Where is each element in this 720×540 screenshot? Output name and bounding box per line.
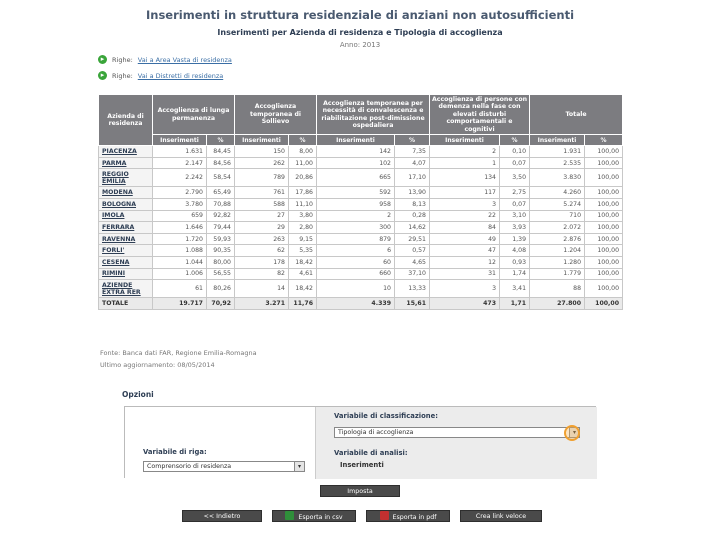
table-cell: 0,07 [500,198,530,210]
table-cell: 100,00 [585,146,623,158]
total-row [99,298,623,310]
table-cell: 1,39 [500,233,530,245]
table-cell: 100,00 [585,268,623,280]
table-cell: 1,71 [500,298,530,310]
table-cell: 62 [235,245,289,257]
table-cell: 263 [235,233,289,245]
table-cell: 3,50 [500,169,530,187]
table-cell: 3.780 [153,198,207,210]
row-variable-select[interactable] [143,461,305,472]
row-label-cell [99,210,153,222]
row-label-link[interactable]: REGGIO EMILIA [102,170,129,185]
table-cell: 3,80 [289,210,317,222]
table-cell: 665 [317,169,395,187]
table-cell: 142 [317,146,395,158]
classif-variable-value: Tipologia di accoglienza [338,429,414,436]
table-cell: 15,61 [395,298,430,310]
table-cell: 660 [317,268,395,280]
table-cell: 88 [530,280,585,298]
link-distretti[interactable]: Vai a Distretti di residenza [137,71,224,80]
table-cell: 710 [530,210,585,222]
table-cell: 100,00 [585,157,623,169]
source-note [100,347,257,371]
col-header-azienda: Azienda di residenza [99,95,153,146]
update-line: Ultimo aggiornamento: 08/05/2014 [100,361,215,369]
table-cell: 3 [430,198,500,210]
row-label-link[interactable]: BOLOGNA [102,200,137,208]
chevron-down-icon[interactable]: ▾ [569,428,579,437]
table-cell: 59,93 [207,233,235,245]
col-header-sollievo: Accoglienza temporanea di Sollievo [235,95,317,135]
table-cell: 56,55 [207,268,235,280]
table-cell: 4,65 [395,256,430,268]
table-cell: 4.339 [317,298,395,310]
table-cell: 100,00 [585,222,623,234]
table-cell: 17,10 [395,169,430,187]
table-cell: 84,45 [207,146,235,158]
table-cell: 5.274 [530,198,585,210]
table-cell: 2.790 [153,187,207,199]
table-cell: 1.044 [153,256,207,268]
table-cell: 761 [235,187,289,199]
table-row [99,233,623,245]
table-cell: 70,88 [207,198,235,210]
sub-header: % [585,135,623,146]
table-cell: 100,00 [585,210,623,222]
table-cell: 61 [153,280,207,298]
table-cell: 789 [235,169,289,187]
table-cell: 79,44 [207,222,235,234]
nav-area-vasta [98,55,232,64]
table-row [99,169,623,187]
table-cell: 8,13 [395,198,430,210]
sub-header: Inserimenti [235,135,289,146]
table-cell: 150 [235,146,289,158]
table-cell: 11,00 [289,157,317,169]
table-cell: 18,42 [289,256,317,268]
row-label-link[interactable]: RIMINI [102,270,126,278]
table-cell: 117 [430,187,500,199]
data-table [98,94,623,310]
table-cell: 0,07 [500,157,530,169]
sub-header: Inserimenti [153,135,207,146]
submit-button[interactable]: Imposta [320,485,400,497]
quick-link-button[interactable]: Crea link veloce [460,510,542,522]
table-cell: 37,10 [395,268,430,280]
classif-variable-label: Variabile di classificazione: [334,412,438,420]
table-cell: 2.072 [530,222,585,234]
table-cell: 14,62 [395,222,430,234]
table-cell: 60 [317,256,395,268]
export-csv-label: Esporta in csv [298,514,343,521]
table-row [99,187,623,199]
table-cell: 3,10 [500,210,530,222]
row-variable-label: Variabile di riga: [143,448,207,456]
col-header-demenza: Accoglienza di persone con demenza nella fase con elevati disturbi comportamentali e cognitivi [430,95,530,135]
row-label-cell [99,198,153,210]
table-cell: 2.242 [153,169,207,187]
table-cell: 100,00 [585,256,623,268]
row-label-cell [99,245,153,257]
pdf-icon [380,511,389,520]
options-right [315,407,597,479]
table-cell: 2 [317,210,395,222]
source-line: Fonte: Banca dati FAR, Regione Emilia-Romagna [100,349,257,357]
table-cell: 1.088 [153,245,207,257]
row-label-cell [99,256,153,268]
table-cell: 1.631 [153,146,207,158]
row-label-cell [99,187,153,199]
table-row [99,146,623,158]
table-row [99,198,623,210]
table-cell: 10 [317,280,395,298]
table-cell: 6 [317,245,395,257]
table-cell: 0,10 [500,146,530,158]
table-cell: 4,08 [500,245,530,257]
table-cell: 1.280 [530,256,585,268]
row-label-link[interactable]: IMOLA [102,212,125,220]
table-cell: 2 [430,146,500,158]
table-cell: 4.260 [530,187,585,199]
table-cell: 2.876 [530,233,585,245]
row-label-cell [99,268,153,280]
table-cell: 2.535 [530,157,585,169]
sub-header: Inserimenti [317,135,395,146]
table-cell: 134 [430,169,500,187]
table-cell: 3 [430,280,500,298]
table-cell: 19.717 [153,298,207,310]
row-label-cell [99,222,153,234]
table-cell: 1,74 [500,268,530,280]
row-label-cell [99,233,153,245]
table-cell: 2.147 [153,157,207,169]
col-header-convalescenza: Accoglienza temporanea per necessità di convalescenza e riabilitazione post-dimissione ospedaliera [317,95,430,135]
table-cell: 100,00 [585,245,623,257]
nav-prefix: Righe: [112,71,133,80]
row-label-link[interactable]: FERRARA [102,223,135,231]
row-label-cell [99,280,153,298]
back-button[interactable]: << Indietro [182,510,262,522]
table-cell: 47 [430,245,500,257]
table-cell: 1.204 [530,245,585,257]
row-label-cell: TOTALE [99,298,153,310]
classif-variable-select[interactable] [334,427,580,438]
link-area-vasta[interactable]: Vai a Area Vasta di residenza [137,55,232,64]
row-label-link[interactable]: MODENA [102,189,133,197]
options-title: Opzioni [122,390,154,399]
table-cell: 84,56 [207,157,235,169]
table-cell: 958 [317,198,395,210]
table-cell: 4,07 [395,157,430,169]
table-cell: 27.800 [530,298,585,310]
table-cell: 8,00 [289,146,317,158]
table-cell: 11,76 [289,298,317,310]
table-cell: 13,90 [395,187,430,199]
row-label-cell [99,146,153,158]
table-cell: 13,33 [395,280,430,298]
table-cell: 3,93 [500,222,530,234]
table-cell: 1.006 [153,268,207,280]
row-label-link[interactable]: PIACENZA [102,147,137,155]
table-cell: 31 [430,268,500,280]
table-cell: 84 [430,222,500,234]
table-cell: 592 [317,187,395,199]
table-cell: 0,57 [395,245,430,257]
table-cell: 100,00 [585,280,623,298]
table-cell: 90,35 [207,245,235,257]
table-cell: 7,35 [395,146,430,158]
chevron-down-icon[interactable]: ▾ [294,462,304,471]
table-row [99,280,623,298]
table-cell: 100,00 [585,169,623,187]
table-cell: 3,41 [500,280,530,298]
table-cell: 2,80 [289,222,317,234]
export-pdf-button[interactable] [366,510,450,522]
table-cell: 659 [153,210,207,222]
page-subtitle: Inserimenti per Azienda di residenza e Tipologia di accoglienza [217,28,503,37]
row-label-cell [99,169,153,187]
options-left [125,407,315,479]
row-label-link[interactable]: FORLI' [102,247,125,255]
export-csv-button[interactable] [272,510,356,522]
nav-distretti [98,71,223,80]
table-cell: 9,15 [289,233,317,245]
table-cell: 22 [430,210,500,222]
table-row [99,222,623,234]
table-cell: 18,42 [289,280,317,298]
table-cell: 3.830 [530,169,585,187]
table-cell: 300 [317,222,395,234]
table-cell: 20,86 [289,169,317,187]
table-row [99,157,623,169]
sub-header: Inserimenti [430,135,500,146]
table-cell: 879 [317,233,395,245]
table-cell: 58,54 [207,169,235,187]
table-row [99,256,623,268]
table-cell: 70,92 [207,298,235,310]
table-cell: 0,28 [395,210,430,222]
table-cell: 100,00 [585,187,623,199]
table-cell: 17,86 [289,187,317,199]
sub-header: % [207,135,235,146]
table-row [99,210,623,222]
sub-header: % [289,135,317,146]
table-cell: 1 [430,157,500,169]
table-cell: 14 [235,280,289,298]
row-label-link[interactable]: AZIENDE EXTRA RER [102,281,141,296]
table-cell: 65,49 [207,187,235,199]
row-label-cell [99,157,153,169]
table-cell: 12 [430,256,500,268]
arrow-right-icon: ▸ [98,71,107,80]
table-cell: 473 [430,298,500,310]
table-cell: 0,93 [500,256,530,268]
row-label-link[interactable]: RAVENNA [102,235,136,243]
sub-header: % [500,135,530,146]
analysis-variable-value: Inserimenti [340,461,384,469]
table-cell: 11,10 [289,198,317,210]
table-row [99,268,623,280]
table-cell: 588 [235,198,289,210]
page-title: Inserimenti in struttura residenziale di anziani non autosufficienti [145,8,575,22]
table-cell: 262 [235,157,289,169]
export-pdf-label: Esporta in pdf [392,514,437,521]
table-cell: 100,00 [585,198,623,210]
table-cell: 178 [235,256,289,268]
table-cell: 92,82 [207,210,235,222]
table-cell: 80,26 [207,280,235,298]
arrow-right-icon: ▸ [98,55,107,64]
table-cell: 1.779 [530,268,585,280]
sub-header: % [395,135,430,146]
table-cell: 1.720 [153,233,207,245]
csv-icon [285,511,294,520]
table-cell: 5,35 [289,245,317,257]
table-cell: 82 [235,268,289,280]
row-label-link[interactable]: PARMA [102,159,127,167]
table-cell: 4,61 [289,268,317,280]
table-cell: 1.931 [530,146,585,158]
col-header-lunga: Accoglienza di lunga permanenza [153,95,235,135]
table-cell: 27 [235,210,289,222]
sub-header: Inserimenti [530,135,585,146]
table-cell: 3.271 [235,298,289,310]
table-row [99,245,623,257]
table-cell: 100,00 [585,298,623,310]
table-cell: 102 [317,157,395,169]
col-header-totale: Totale [530,95,623,135]
nav-prefix: Righe: [112,55,133,64]
options-panel [124,406,596,478]
table-cell: 1.646 [153,222,207,234]
table-cell: 29,51 [395,233,430,245]
table-cell: 29 [235,222,289,234]
table-cell: 2,75 [500,187,530,199]
table-cell: 100,00 [585,233,623,245]
highlight-marker [564,425,580,441]
analysis-variable-label: Variabile di analisi: [334,449,408,457]
table-cell: 49 [430,233,500,245]
year-label: Anno: 2013 [339,41,381,49]
row-variable-value: Comprensorio di residenza [147,463,232,470]
table-cell: 80,00 [207,256,235,268]
row-label-link[interactable]: CESENA [102,258,130,266]
